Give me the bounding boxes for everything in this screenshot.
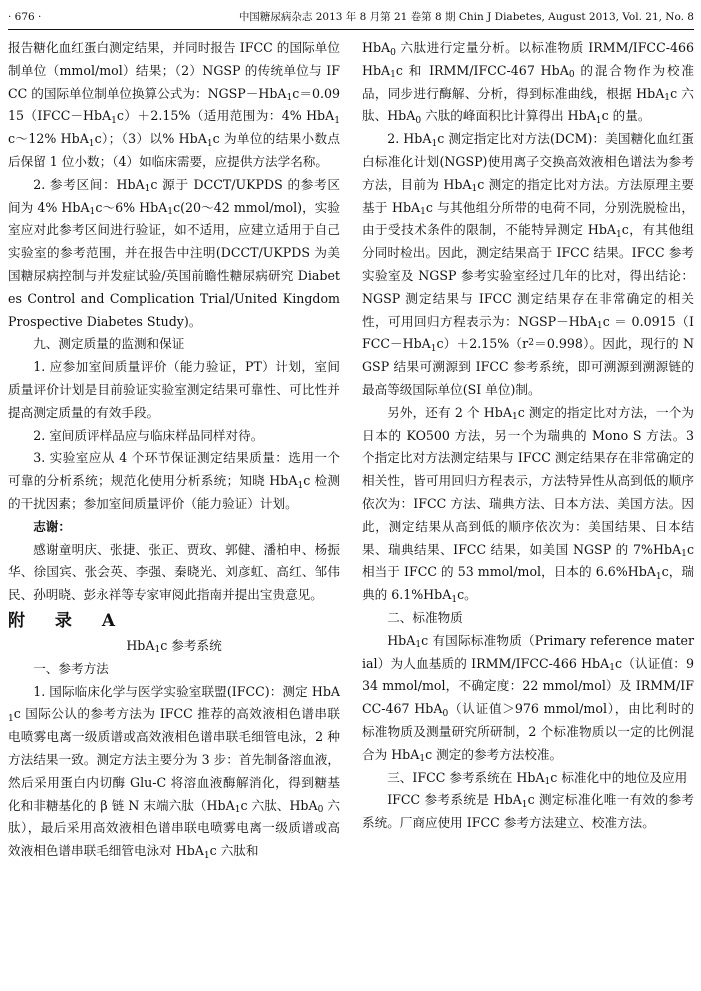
paragraph-reference-material: HbA$_1$c 有国际标准物质（Primary reference material）为人血基质的 IRMM/IFCC-466 HbA$_1$c（认证值：934 mmol/mol，不确定度：22 mmol/mol）及 IRMM/IFCC-467 HbA$_0$（认证值＞976 mmol/mol），由比利时的标准物质及测量研究所研制，2 个标准物质以一定的比例混合为 HbA$_1$c 测定的参考方法校准。	[362, 632, 694, 765]
paragraph-report-units: 报告糖化血红蛋白测定结果，并同时报告 IFCC 的国际单位制单位（mmol/mol）结果；（2）NGSP 的传统单位与 IFCC 的国际单位制单位换算公式为：NGSP－HbA$_1$c＝0.0915（IFCC－HbA$_1$c）＋2.15%（适用范围为：4% HbA$_1$c～12% HbA$_1$c）；（3）以% HbA$_1$c 为单位的结果小数点后保留 1 位小数；（4）如临床需要，应提供方法学名称。	[8, 40, 341, 169]
header-rule	[8, 29, 694, 30]
paragraph-quality-steps: 3. 实验室应从 4 个环节保证测定结果质量：选用一个可靠的分析系统；规范化使用分析系统；知晓 HbA$_1$c 检测的干扰因素；参加室间质量评价（能力验证）计划。	[8, 450, 340, 511]
section-heading-reference-method: 一、参考方法	[33, 660, 109, 676]
appendix-title: 附 录 A	[8, 610, 128, 631]
paragraph-eqa: 1. 应参加室间质量评价（能力验证，PT）计划，室间质量评价计划是目前验证实验室测定结果可靠性、可比性并提高测定质量的有效手段。	[8, 359, 340, 420]
running-title: 中国糖尿病杂志 2013 年 8 月第 21 卷第 8 期 Chin J Diabetes, August 2013, Vol. 21, No. 8	[238, 11, 694, 23]
running-header	[8, 9, 694, 25]
paragraph-other-dcm: 另外，还有 2 个 HbA$_1$c 测定的指定比对方法，一个为日本的 KO500 方法，另一个为瑞典的 Mono S 方法。3 个指定比对方法测定结果与 IFCC 测定结果存在非常确定的相关性，皆可用回归方程表示，方法特异性从高到低的顺序依次为：IFCC 方法、瑞典方法、日本方法、美国方法。因此，测定结果从高到低的顺序依次为：美国结果、日本结果、瑞典结果、IFCC 结果，如美国 NGSP 的 7%HbA$_1$c 相当于 IFCC 的 53 mmol/mol，日本的 6.6%HbA$_1$c，瑞典的 6.1%HbA$_1$c。	[362, 404, 694, 605]
page-number: · 676 ·	[8, 11, 42, 23]
paragraph-dcm: 2. HbA$_1$c 测定指定比对方法(DCM)：美国糖化血红蛋白标准化计划(NGSP)使用离子交换高效液相色谱法为参考方法，目前为 HbA$_1$c 测定的指定比对方法。方法原理主要基于 HbA$_1$c 与其他组分所带的电荷不同，分别洗脱检出，由于受技术条件的限制，不能特异测定 HbA$_1$c，有其他组分同时检出。因此，测定结果高于 IFCC 结果。IFCC 参考实验室及 NGSP 参考实验室经过几年的比对，得出结论：NGSP 测定结果与 IFCC 测定结果存在非常确定的相关性，可用回归方程表示为：NGSP－HbA$_1$c ＝ $0.0915(IFCC-HbA_1c)+2.15\%(r^2=0.998)$。因此，现行的 NGSP 结果可溯源到 IFCC 参考系统，即可溯源到溯源链的最高等级国际单位(SI 单位)制。	[362, 131, 694, 397]
section-heading-reference-material: 二、标准物质	[387, 609, 463, 625]
paragraph-ifcc-method: 1. 国际临床化学与医学实验室联盟(IFCC)：测定 HbA$_1$c 国际公认的参考方法为 IFCC 推荐的高效液相色谱串联电喷雾电离一级质谱或高效液相色谱串联毛细管电泳，2 种方法结果一致。测定方法主要分为 3 步：首先制备溶血液，然后采用蛋白内切酶 Glu-C 将溶血液酶解消化，得到糖基化和非糖基化的 β 链 N 末端六肽（HbA$_1$c 六肽、HbA$_0$ 六肽），最后采用高效液相色谱串联电喷雾电离一级质谱或高效液相色谱串联毛细管电泳对 HbA$_1$c 六肽和	[8, 683, 341, 861]
acknowledgement-body: 感谢童明庆、张捷、张正、贾玫、郭健、潘柏申、杨振华、徐国宾、张会英、李强、秦晓光、刘彦虹、高红、邹伟民、孙明晓、彭永祥等专家审阅此指南并提出宝贵意见。	[8, 541, 340, 603]
appendix-subtitle: HbA$_1$c 参考系统	[126, 637, 222, 656]
acknowledgement-title: 志谢：	[33, 518, 71, 534]
paragraph-quantification: HbA$_0$ 六肽进行定量分析。以标准物质 IRMM/IFCC-466 HbA$_1$c 和 IRMM/IFCC-467 HbA$_0$ 的混合物作为校准品，同步进行酶解、分析，得到标准曲线，根据 HbA$_1$c 六肽、HbA$_0$ 六肽的峰面积比计算得出 HbA$_1$c 的量。	[362, 40, 694, 126]
paragraph-ifcc-role: IFCC 参考系统是 HbA$_1$c 测定标准化唯一有效的参考系统。厂商应使用 IFCC 参考方法建立、校准方法。	[362, 792, 694, 831]
paragraph-reference-interval: 2. 参考区间：HbA$_1$c 源于 DCCT/UKPDS 的参考区间为 4% HbA$_1$c～6% HbA$_1$c(20～42 mmol/mol)，实验室应对此参考区间进行验证，如不适用，应建立适用于自己实验室的参考范围，并在报告中注明(DCCT/UKPDS 为美国糖尿病控制与并发症试验/英国前瞻性糖尿病研究 Diabetes Control and Complication Trial/United Kingdom Prospective Diabetes Study)。	[8, 176, 340, 329]
paragraph-eqa-samples: 2. 室间质评样品应与临床样品同样对待。	[33, 427, 264, 443]
right-column	[362, 37, 694, 835]
left-column	[8, 37, 340, 863]
section-heading-quality: 九、测定质量的监测和保证	[33, 336, 185, 352]
section-heading-ifcc-role: 三、IFCC 参考系统在 HbA$_1$c 标准化中的地位及应用	[387, 769, 688, 788]
